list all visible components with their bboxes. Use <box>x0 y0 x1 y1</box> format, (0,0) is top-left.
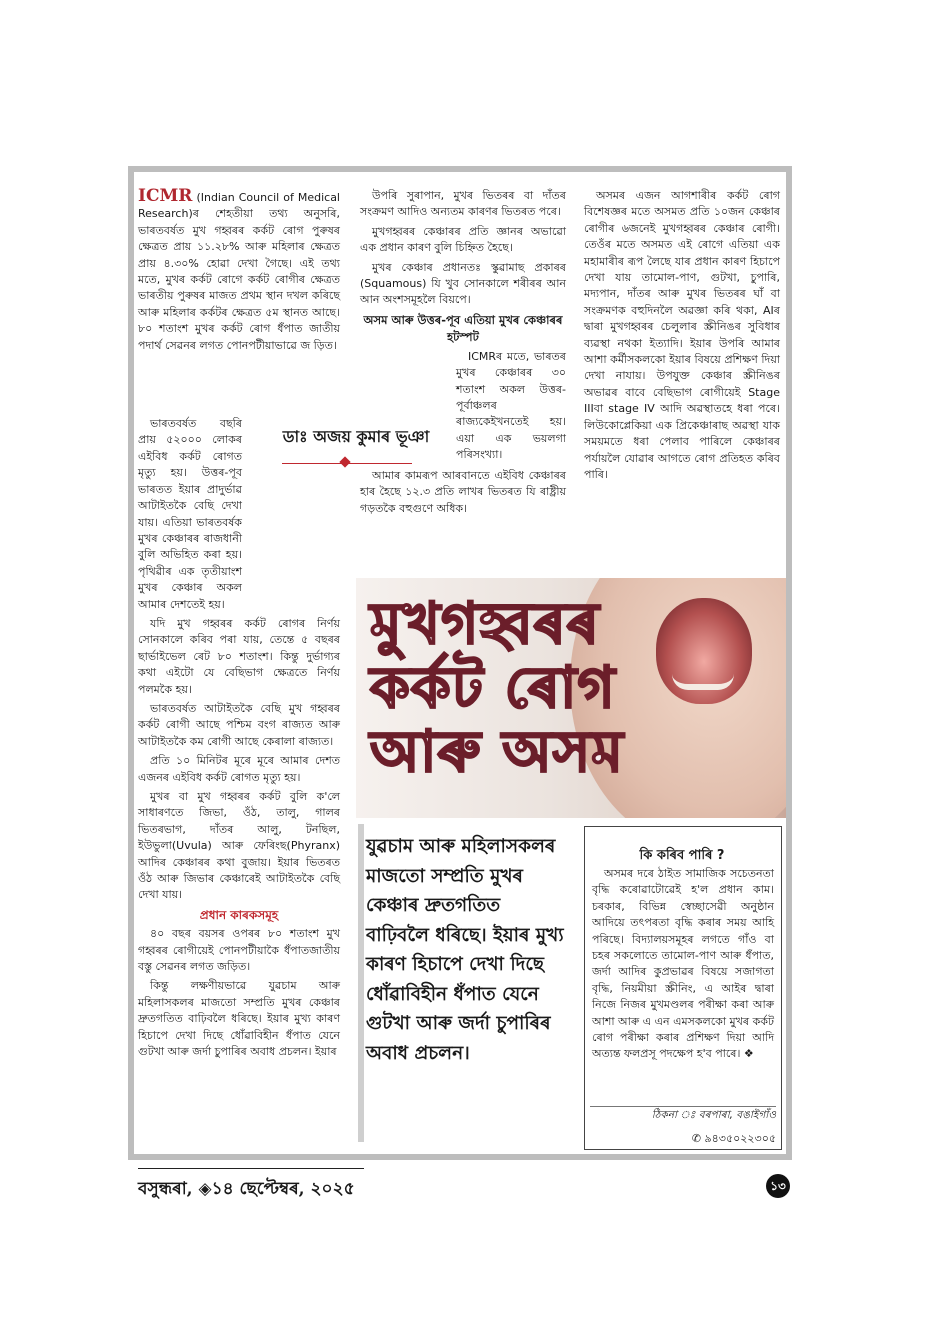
column-3 <box>584 188 780 486</box>
col3-para-1: অসমৰ এজন আগশাৰীৰ কৰ্কট ৰোগ বিশেষজ্ঞৰ মতে অসমত প্ৰতি ১০জন কেঞ্চাৰ ৰোগীৰ ৬জনেই মুখগহ্বৰৰ কেঞ্চাৰ ৰোগী। তেওঁৰ মতে অসমত এই ৰোগে এতিয়া এক মহামাৰীৰ ৰূপ লৈছে যাৰ প্ৰধান কাৰণ হিচাপে দেখা যায় তামোল-পাণ, গুটখা, চুপাৰি, মদ্যপান, দাঁতৰ আৰু মুখৰ ভিতৰৰ ঘাঁ বা সংক্ৰমণক বহুদিনলৈ অৱজ্ঞা কৰি থকা, AIৰ দ্বাৰা মুখগহ্বৰৰ চেলুলাৰ স্ক্ৰীনিঙৰ সুবিধাৰ ব্যৱস্থা নথকা ইত্যাদি। ইয়াৰ উপৰি আমাৰ আশা কৰ্মীসকলকো ইয়াৰ বিষয়ে প্ৰশিক্ষণ দিয়া দেখা নাযায়। উপযুক্ত কেঞ্চাৰ স্ক্ৰীনিঙৰ অভাৱৰ বাবে বেছিভাগ ৰোগীয়েই Stage IIIবা stage IV আদি অৱস্থাতহে ধৰা পৰে। লিউকোপ্লেকিয়া এক প্ৰিকেঞ্চাৰাছ অৱস্থা যাক সময়মতে ধৰা পেলাব পাৰিলে কেঞ্চাৰৰ পৰ্যায়লৈ যোৱাৰ আগতে ৰোগ প্ৰতিহত কৰিব পাৰি। <box>584 189 780 481</box>
col1-para-7: ৪০ বছৰ বয়সৰ ওপৰৰ ৮০ শতাংশ মুখ গহ্বৰৰ ৰোগীয়েই পোনপটীয়াকৈ ধঁপাতজাতীয় বস্তু সেৱনৰ লগত জড়িত। <box>138 927 340 974</box>
teeth-illustration <box>672 674 734 690</box>
col2-subhead: অসম আৰু উত্তৰ-পূব এতিয়া মুখৰ কেঞ্চাৰৰ হটস্পট <box>363 312 563 344</box>
what-to-do-heading: কি কৰিব পাৰি ? <box>639 848 725 863</box>
col2-para-2: মুখগহ্বৰৰ কেঞ্চাৰৰ প্ৰতি জ্ঞানৰ অভাৱো এক প্ৰধান কাৰণ বুলি চিহ্নিত হৈছে। <box>360 224 566 255</box>
author-phone: ✆ ৯৪৩৫০২২৩০৫ <box>691 1132 776 1145</box>
hero-title-line-3: আৰু অসম <box>370 719 624 785</box>
col1-para-3: যদি মুখ গহ্বৰৰ কৰ্কট ৰোগৰ নিৰ্ণয় সোনকালে কৰিব পৰা যায়, তেন্তে ৫ বছৰৰ ছাৰ্ভাইভেল ৰেট ৮০ শতাংশ। কিন্তু দুৰ্ভাগ্যৰ কথা এইটো যে বেছিভাগ ক্ষেত্ৰতে নিৰ্ণয় পলমকৈ হয়। <box>138 616 340 696</box>
pull-quote: যুৱচাম আৰু মহিলাসকলৰ মাজতো সম্প্ৰতি মুখৰ কেঞ্চাৰ দ্ৰুতগতিত বাঢ়িবলৈ ধৰিছে। ইয়াৰ মুখ্য কাৰণ হিচাপে দেখা দিছে ধোঁৱাবিহীন ধঁপাত যেনে গুটখা আৰু জৰ্দা চুপাৰিৰ অবাধ প্ৰচলন। <box>366 836 564 1064</box>
footer-publication: বসুন্ধৰা, ◈১৪ ছেপ্টেম্বৰ, ২০২৫ <box>138 1179 355 1199</box>
hero-title-line-1: মুখগহ্বৰৰ <box>370 591 600 657</box>
col1-para-5: প্ৰতি ১০ মিনিটৰ মূৰে মূৰে আমাৰ দেশত এজনৰ এইবিধ কৰ্কট ৰোগত মৃত্যু হয়। <box>138 754 340 784</box>
what-to-do-body <box>592 866 774 1066</box>
address-rule <box>590 1106 776 1107</box>
col2-para-3: মুখৰ কেঞ্চাৰ প্ৰধানতঃ স্কুৱামাছ প্ৰকাৰৰ (Squamous) যি খুব সোনকালে শৰীৰৰ আন আন অংশসমূহলৈ বিয়পে। <box>360 260 566 307</box>
col1-para-2: ভাৰতবৰ্ষত বছৰি প্ৰায় ৫২০০০ লোকৰ এইবিধ কৰ্কট ৰোগত মৃত্যু হয়। উত্তৰ-পূব ভাৰতত ইয়াৰ প্ৰাদুৰ্ভাৱ আটাইতকৈ বেছি দেখা যায়। এতিয়া ভাৰতবৰ্ষক মুখৰ কেঞ্চাৰৰ ৰাজধানী বুলি অভিহিত কৰা হয়। পৃথিৱীৰ এক তৃতীয়াংশ মুখৰ কেঞ্চাৰ অকল আমাৰ দেশতেই হয়। <box>138 417 242 611</box>
hero-title-line-2: কৰ্কট ৰোগ <box>370 655 616 721</box>
footer-rule <box>138 1168 364 1169</box>
hero-title <box>370 592 624 784</box>
author-address: ঠিকনা ঃ বৰপাৰা, বঙাইগাঁও <box>651 1109 776 1121</box>
what-to-do-text: অসমৰ দৰে ঠাইত সামাজিক সচেতনতা বৃদ্ধি কৰোৱাটোৱেই হ'ল প্ৰধান কাম। চৰকাৰ, বিভিন্ন স্বেচ্ছাসেৱী অনুষ্ঠান আদিয়ে তৎপৰতা বৃদ্ধি কৰাৰ সময় আহি পৰিছে। বিদ্যালয়সমূহৰ লগতে গাঁও বা চহৰ সকলোতে তামোল-পাণ আৰু ধঁপাত, জৰ্দা আদিৰ কুপ্ৰভাৱৰ বিষয়ে সজাগতা বৃদ্ধি, নিয়মীয়া স্ক্ৰীনিং, এ আইৰ দ্বাৰা নিজে নিজৰ মুখমণ্ডলৰ পৰীক্ষা কৰা আৰু আশা আৰু এ এন এমসকলকো মুখৰ কৰ্কট ৰোগ পৰীক্ষা কৰাৰ প্ৰশিক্ষণ দিয়া আদি অত্যন্ত ফলপ্ৰসূ পদক্ষেপ হ'ব পাৰে। ❖ <box>592 867 774 1061</box>
page-number: ১৩ <box>766 1174 790 1198</box>
col2-para-1: উপৰি সুৰাপান, মুখৰ ভিতৰৰ বা দাঁতৰ সংক্ৰমণ আদিও অন্যতম কাৰণৰ ভিতৰত পৰে। <box>360 189 566 219</box>
col1-subhead: প্ৰধান কাৰকসমূহ <box>199 907 279 922</box>
author-byline: ডাঃ অজয় কুমাৰ ভূঞা <box>282 427 430 446</box>
col1-para-4: ভাৰতবৰ্ষত আটাইতকৈ বেছি মুখ গহ্বৰৰ কৰ্কট ৰোগী আছে পশ্চিম বংগ ৰাজ্যত আৰু আটাইতকৈ কম ৰোগী আছে কেৰালা ৰাজ্যত। <box>138 701 340 748</box>
col1-para-8: কিন্তু লক্ষণীয়ভাৱে যুৱচাম আৰু মহিলাসকলৰ মাজতো সম্প্ৰতি মুখৰ কেঞ্চাৰ দ্ৰুতগতিত বাঢ়িবলৈ ধৰিছে। ইয়াৰ মুখ্য কাৰণ হিচাপে দেখা দিছে ধোঁৱাবিহীন ধঁপাত যেনে গুটখা আৰু জৰ্দা চুপাৰিৰ অবাধ প্ৰচলন। ইয়াৰ <box>138 979 340 1059</box>
col2-para-4: ICMRৰ মতে, ভাৰতৰ মুখৰ কেঞ্চাৰৰ ৩০ শতাংশ অকল উত্তৰ-পূৰ্বাঞ্চলৰ ৰাজ্যকেইখনতেই হয়। এয়া এক ভয়লগা পৰিসংখ্যা। <box>456 349 566 462</box>
column-1 <box>138 188 340 1064</box>
col1-para-1: (Indian Council of Medical Research)ৰ শেহতীয়া তথ্য অনুসৰি, ভাৰতবৰ্ষত মুখ গহ্বৰৰ কৰ্কট ৰোগ পুৰুষৰ ক্ষেত্ৰত প্ৰায় ১১.২৮% আৰু মহিলাৰ ক্ষেত্ৰত প্ৰায় ৪.৩০% হোৱা দেখা গৈছে। এই তথ্য মতে, মুখৰ কৰ্কট ৰোগে কৰ্কট ৰোগীৰ ক্ষেত্ৰত ভাৰতীয় পুৰুষৰ মাজত প্ৰথম স্থান দখল কৰিছে আৰু মহিলাৰ কৰ্কটৰ ক্ষেত্ৰত ৫ম স্থানত আছে। ৮০ শতাংশ মুখৰ কৰ্কট ৰোগ ধঁপাত জাতীয় পদাৰ্থ সেৱনৰ লগত পোনপটীয়াভাৱে জ ড়িত। <box>138 191 340 352</box>
col2-para-5: আমাৰ কামৰূপ আৰবানতে এইবিধ কেঞ্চাৰৰ হাৰ হৈছে ১২.৩ প্ৰতি লাখৰ ভিতৰত যি ৰাষ্ট্ৰীয় গড়তকৈ বহুগুণে অধিক। <box>360 468 566 515</box>
icmr-lead: ICMR <box>138 186 193 206</box>
pull-quote-bar <box>358 824 364 1142</box>
col1-para-6: মুখৰ বা মুখ গহ্বৰৰ কৰ্কট বুলি ক'লে সাধাৰণতে জিভা, ওঁঠ, তালু, গালৰ ভিতৰভাগ, দাঁতৰ আলু, টনছিল, ইউভুলা(Uvula) আৰু ফেৰিংছ(Phyranx) আদিৰ কেঞ্চাৰৰ কথা বুজায়। ইয়াৰ ভিতৰত ওঁঠ আৰু জিভাৰ কেঞ্চাৰেই আটাইতকৈ বেছি দেখা যায়। <box>138 790 340 902</box>
column-2 <box>360 188 566 520</box>
